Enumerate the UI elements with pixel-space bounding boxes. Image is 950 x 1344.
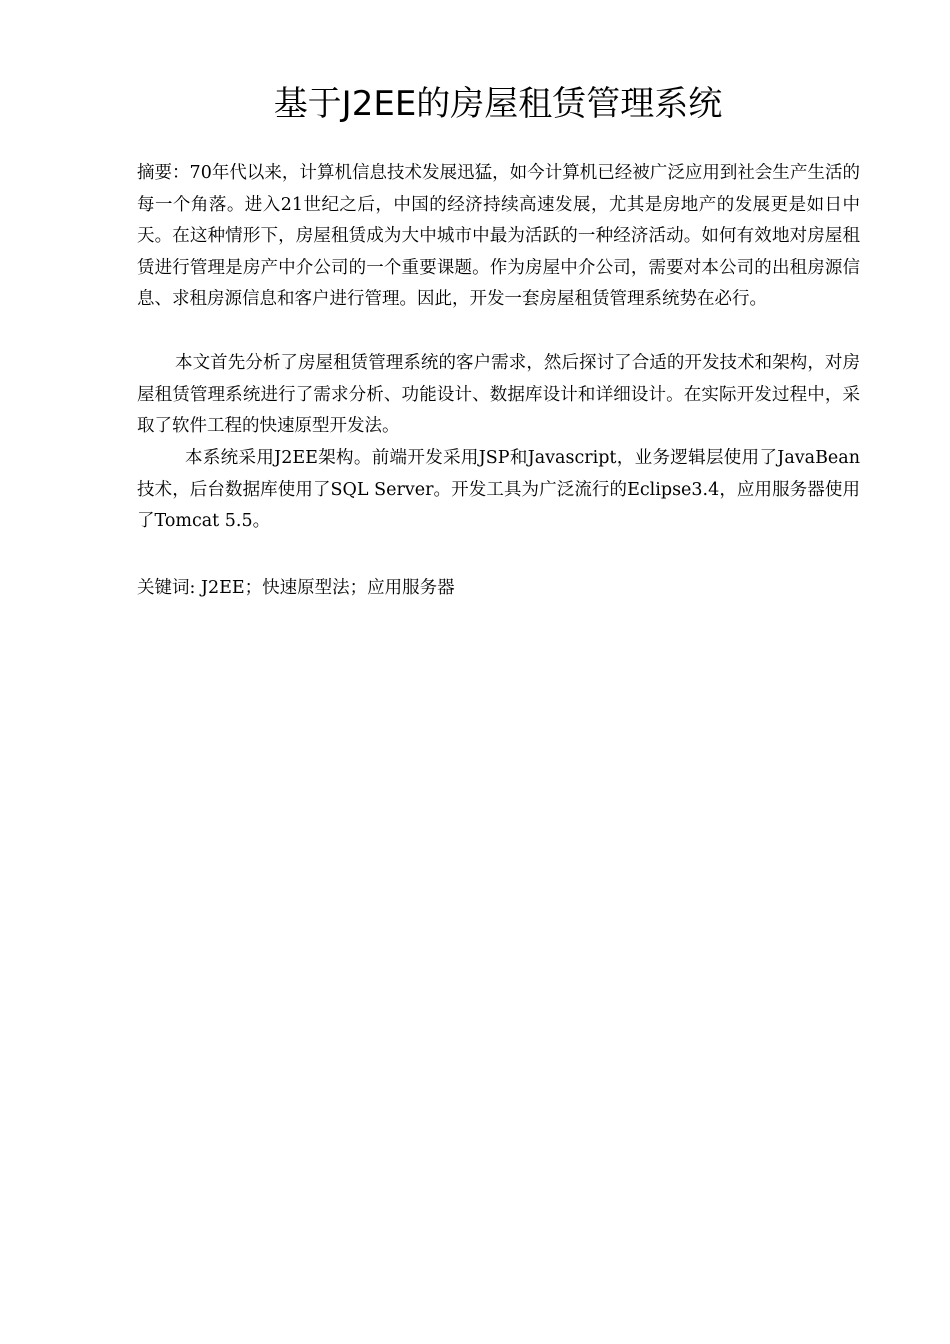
- document-title: 基于J2EE的房屋租赁管理系统: [273, 84, 723, 124]
- body-paragraph-2: 本文首先分析了房屋租赁管理系统的客户需求，然后探讨了合适的开发技术和架构，对房屋租赁管理系统进行了需求分析、功能设计、数据库设计和详细设计。在实际开发过程中，采取了软件工程的快速原型开发法。: [137, 353, 860, 437]
- keywords-line: 关键词: J2EE；快速原型法；应用服务器: [137, 578, 455, 598]
- abstract-paragraph: 摘要：70年代以来，计算机信息技术发展迅猛，如今计算机已经被广泛应用到社会生产生活的每一个角落。进入21世纪之后，中国的经济持续高速发展，尤其是房地产的发展更是如日中天。在这种情形下，房屋租赁成为大中城市中最为活跃的一种经济活动。如何有效地对房屋租赁进行管理是房产中介公司的一个重要课题。作为房屋中介公司，需要对本公司的出租房源信息、求租房源信息和客户进行管理。因此，开发一套房屋租赁管理系统势在必行。: [137, 163, 860, 310]
- body-paragraph-3: 本系统采用J2EE架构。前端开发采用JSP和Javascript，业务逻辑层使用了JavaBean技术，后台数据库使用了SQL Server。开发工具为广泛流行的Eclipse3.4，应用服务器使用了Tomcat 5.5。: [137, 448, 860, 532]
